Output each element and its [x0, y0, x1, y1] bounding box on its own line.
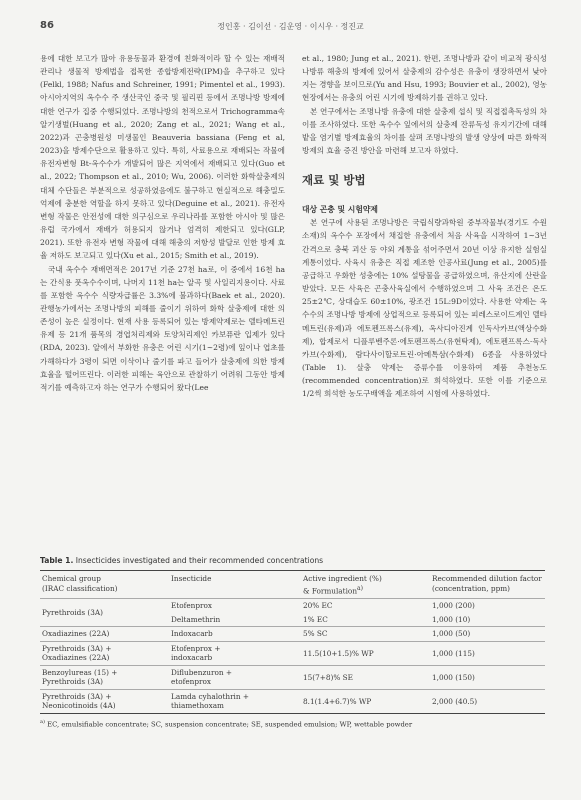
cell-active-ingredient: 5% SC [301, 627, 430, 642]
body-paragraph: 국내 옥수수 재배면적은 2017년 기준 27천 ha로, 이 중에서 16천 ha는 간식용 풋옥수수이며, 나머지 11천 ha는 알곡 및 사일리지용이다. 사료를 포함한 옥수수 식량자급률은 3.3%에 불과하다(Baek et al., 2020). 관행농가에서는 조명나방의 피해를 줄이기 위하여 화학 살충제에 대한 의존성이 높은 실정이다. 현재 사용 등록되어 있는 방제약제로는 델타메트린 유제 등 21개 품목의 경엽처리제와 토양처리제인 카보퓨란 입제가 있다(RDA, 2023). 알에서 부화한 유충은 어린 시기(1~2령)에 잎이나 엽초를 가해하다가 3령이 되면 이삭이나 줄기를 파고 들어가 살충제에 의한 방제 효율을 떨어뜨린다. 이러한 피해는 육안으로 관찰하기 어려워 그동안 방제 적기를 예측하고자 하는 연구가 수행되어 왔다(Lee [40, 264, 285, 392]
table-row [40, 641, 545, 665]
cell-active-ingredient: 8.1(1.4+6.7)% WP [301, 689, 430, 713]
footnote-text: EC, emulsifiable concentrate; SC, suspension concentrate; SE, suspended emulsion; WP, wettable powder [47, 720, 413, 729]
table-caption-text: Insecticides investigated and their recommended concentrations [75, 556, 324, 565]
header-insecticide: Insecticide [171, 574, 212, 583]
body-paragraph: 본 연구에서는 조명나방 유충에 대한 살충제 섭식 및 직접접촉독성의 차이를 조사하였다. 또한 옥수수 잎에서의 살충제 잔류독성 유지기간에 대해 밭을 염기별 방제효율의 차이를 살펴 조명나방의 발생 양상에 따른 화학적 방제의 효율 증진 방안을 마련해 보고자 하였다. [302, 106, 547, 156]
header-active-ingredient: Active ingredient (%) & Formulation$^{a)}$ [303, 574, 382, 595]
table-row [40, 689, 545, 713]
cell-insecticide: Deltamethrin [171, 614, 221, 624]
table-header-row [40, 571, 545, 599]
cell-dilution: 1,000 (150) [430, 665, 545, 689]
header-dilution-factor: Recommended dilution factor (concentration, ppm) [432, 574, 542, 593]
cell-group: Benzoylureas (15) + Pyrethroids (3A) [40, 665, 169, 689]
cell-insecticide: Etofenprox + indoxacarb [169, 641, 301, 665]
subsection-title: 대상 곤충 및 시험약제 [302, 205, 378, 215]
cell-active-ingredient: 15(7+8)% SE [301, 665, 430, 689]
cell-insecticide: Etofenprox [169, 599, 301, 613]
body-paragraph: 본 연구에 사용된 조명나방은 국립식량과학원 중부작물부(경기도 수원 소재)의 옥수수 포장에서 채집한 유충에서 처음 사육을 시작하여 1~3년 간격으로 충북 괴산 등 야외 계통을 섞어주면서 20년 이상 유지한 실험실 계통이었다. 사육시 유충은 직접 제조한 인공사료(Jung et al., 2005)를 공급하고 우화한 성충에는 10% 설탕물을 공급하였으며, 유산지에 산란을 받았다. 모든 사육은 곤충사육실에서 수행하였으며 그 사육 조건은 온도 25±2℃, 상대습도 60±10%, 광조건 15L:9D이었다. 사용한 약제는 옥수수의 조명나방 방제에 상업적으로 등록되어 있는 피레스로이드계인 델타메트린(유제)과 에토펜프록스(유제), 옥사디아진계 인독사카브(액상수화제), 합제로서 디플루벤주론·에토펜프록스(유현탁제), 에토펜프록스·독사카브(수화제), 람다사이할로트린·아메톡삼(수화제) 6종을 사용하였다(Table 1). 살충 약제는 증류수를 이용하여 제품 추천농도(recommended concentration)로 희석하였다. 또한 이를 기준으로 1/2씩 희석한 농도구배액을 제조하여 시험에 사용하였다. [302, 218, 547, 399]
cell-active-ingredient: 20% EC [301, 599, 430, 613]
table-label: Table 1. [40, 556, 74, 565]
section-title: 재료 및 방법 [302, 173, 366, 188]
header-footnote-mark: a) [357, 584, 364, 592]
cell-dilution: 2,000 (40.5) [430, 689, 545, 713]
cell-dilution: 1,000 (115) [430, 641, 545, 665]
table-row [40, 599, 545, 613]
running-head-authors: 정인홍 · 김이선 · 김운영 · 이시우 · 정진교 [217, 22, 364, 31]
table-caption [40, 556, 545, 565]
table-row [40, 627, 545, 642]
page-header [40, 20, 541, 34]
cell-insecticide: Indoxacarb [169, 627, 301, 642]
body-paragraph: 용에 대한 보고가 많아 유용동물과 환경에 친화적이라 할 수 있는 재배적 관리나 생물적 방제법을 접목한 종합방제전략(IPM)을 추구하고 있다(Felkl, 1988; Nafus and Schreiner, 1991; Pimentel et al., 1993). 아시아지역의 옥수수 주 생산국인 중국 및 필리핀 등에서 조명나방 방제에 대한 연구가 집중 수행되었다. 조명나방의 천적으로서 Trichogramma속 알기생벌(Huang et al., 2020; Zang et al., 2021; Wang et al., 2022)과 곤충병원성 미생물인 Beauveria bassiana (Feng et al, 2023)을 방제수단으로 활용하고 있다. 특히, 사료용으로 재배되는 작물에 유전자변형 Bt-옥수수가 개발되어 많은 지역에서 재배되고 있다(Guo et al., 2022; Thompson et al., 2010; Wu, 2006). 이러한 화학살충제의 대체 수단들은 부분적으로 성공하였음에도 불구하고 현실적으로 해충밀도 억제에 충분한 역할을 하지 못하고 있다(Deguine et al., 2021). 유전자 변형 작물은 안전성에 대한 의구심으로 우리나라를 포함한 아시아 및 많은 유럽 국가에서 재배가 허용되지 않거나 엄격히 제한되고 있다(GLP, 2021). 또한 유전자 변형 작물에 대해 해충의 저항성 발달로 인한 방제 효율 저하도 보고되고 있다(Xu et al., 2015; Smith et al., 2019). [40, 54, 285, 261]
cell-dilution: 1,000 (10) [432, 614, 471, 624]
cell-group: Pyrethroids (3A) + Oxadiazines (22A) [40, 641, 169, 665]
right-column [302, 52, 547, 400]
cell-active-ingredient: 11.5(10+1.5)% WP [301, 641, 430, 665]
cell-group: Oxadiazines (22A) [40, 627, 169, 642]
cell-insecticide: Diflubenzuron + etofenprox [169, 665, 301, 689]
cell-dilution: 1,000 (200) [430, 599, 545, 613]
footnote-mark: a) [40, 718, 45, 725]
cell-dilution: 1,000 (50) [430, 627, 545, 642]
insecticide-table [40, 570, 545, 714]
header-chemical-group: Chemical group (IRAC classification) [42, 574, 118, 593]
left-column [40, 52, 285, 394]
table-row [40, 665, 545, 689]
body-paragraph: et al., 1980; Jung et al., 2021). 한편, 조명나방과 같이 비교적 광식성 나방류 해충의 방제에 있어서 살충제의 감수성은 유충이 생장하면서 낮아지는 경향을 보이므로(Yu and Hsu, 1993; Bouvier et al., 2002), 영농현장에서는 유충의 어린 시기에 방제하기를 권하고 있다. [302, 54, 547, 103]
cell-insecticide: Lamda cyhalothrin + thiamethoxam [169, 689, 301, 713]
cell-active-ingredient: 1% EC [303, 614, 328, 624]
cell-group: Pyrethroids (3A) [40, 599, 169, 627]
table-1 [40, 556, 545, 728]
cell-group: Pyrethroids (3A) + Neonicotinoids (4A) [40, 689, 169, 713]
page-number: 86 [40, 20, 54, 31]
table-footnote [40, 719, 545, 728]
